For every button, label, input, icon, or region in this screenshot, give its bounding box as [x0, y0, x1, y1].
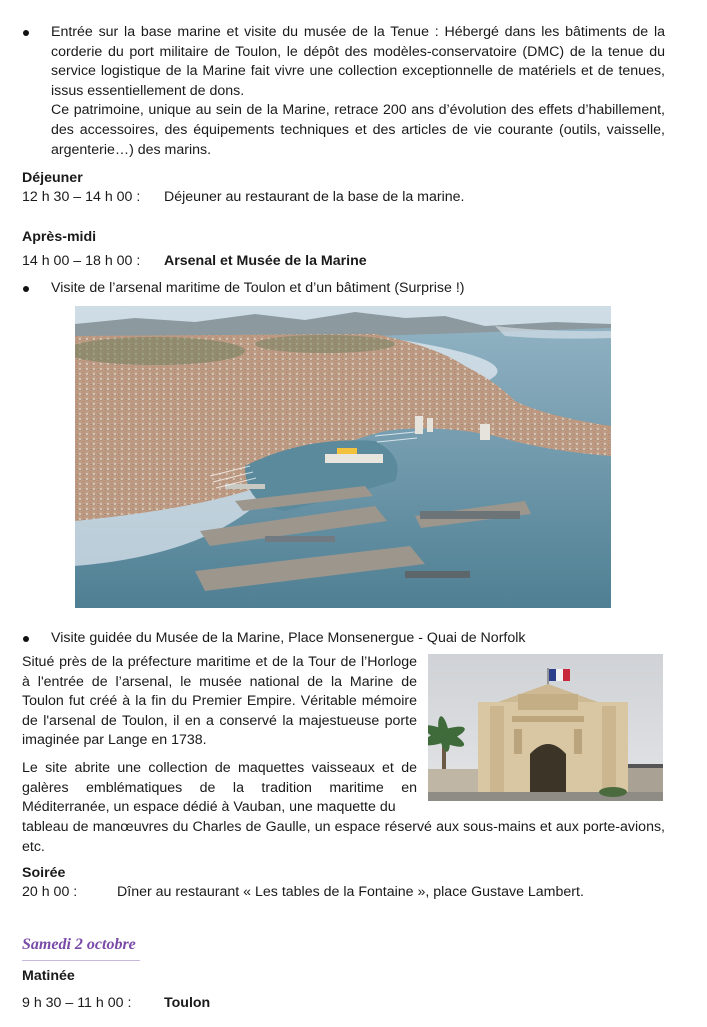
section-heading-matinee: Matinée: [22, 968, 75, 984]
section-heading-dejeuner: Déjeuner: [22, 170, 83, 186]
apres-midi-line: [22, 252, 367, 272]
musee-paragraph-1: Situé près de la préfecture maritime et de la Tour de l’Horloge à l'entrée de l’arsenal, le musée national de la Marine de Toulon fut créé à la fin du Premier Empire. Véritable mémoire de l'arsenal de Toulon, il en a conservé la majestueuse porte imaginée par Lange en 1738.: [22, 654, 417, 749]
tenue-paragraph-2: Ce patrimoine, unique au sein de la Marine, retrace 200 ans d’évolution des effets d’habillement, des accessoires, des équipements techniques et des articles de vie courante (outils, vaisselle, argenterie…) des marins.: [51, 102, 665, 158]
dejeuner-text: Déjeuner au restaurant de la base de la marine.: [164, 189, 465, 205]
dejeuner-time: 12 h 30 – 14 h 00 :: [22, 189, 141, 205]
soiree-line: [22, 883, 584, 903]
bullet-item-arsenal: [22, 279, 665, 299]
arsenal-visit-text: Visite de l’arsenal maritime de Toulon et d’un bâtiment (Surprise !): [51, 280, 465, 296]
toulon-harbour-aerial-photo: [75, 306, 611, 608]
soiree-text: Dîner au restaurant « Les tables de la Fontaine », place Gustave Lambert.: [117, 884, 584, 900]
day-title-underline: [22, 960, 140, 961]
dejeuner-line: [22, 188, 465, 208]
apres-midi-title: Arsenal et Musée de la Marine: [164, 253, 367, 269]
apres-midi-time: 14 h 00 – 18 h 00 :: [22, 253, 141, 269]
day-title-samedi: Samedi 2 octobre: [22, 936, 136, 953]
musee-paragraph-2-part-2: tableau de manœuvres du Charles de Gaulle, un espace réservé aux sous-mains et aux porte-avions, etc.: [22, 819, 665, 855]
matinee-line: [22, 994, 210, 1014]
section-heading-soiree: Soirée: [22, 865, 66, 881]
tenue-paragraph-1: Entrée sur la base marine et visite du musée de la Tenue : Hébergé dans les bâtiments de la corderie du port militaire de Toulon, le dépôt des modèles-conservatoire (DMC) de la tenue du service logistique de la Marine fait vivre une collection exceptionnelle de matériels et de tenues, issus essentiellement de dons.: [51, 24, 665, 99]
bullet-item-musee: [22, 629, 665, 649]
musee-marine-gate-photo: [428, 654, 663, 801]
section-heading-apres-midi: Après-midi: [22, 229, 97, 245]
soiree-time: 20 h 00 :: [22, 884, 78, 900]
musee-paragraph-2-part-1: Le site abrite une collection de maquettes vaisseaux et de galères emblématiques de la tradition maritime en Méditerranée, un espace dédié à Vauban, une maquette du: [22, 760, 417, 816]
matinee-place: Toulon: [164, 995, 211, 1011]
bullet-item-tenue: [22, 23, 665, 160]
matinee-time: 9 h 30 – 11 h 00 :: [22, 995, 132, 1011]
musee-visit-text: Visite guidée du Musée de la Marine, Place Monsenergue - Quai de Norfolk: [51, 630, 526, 646]
